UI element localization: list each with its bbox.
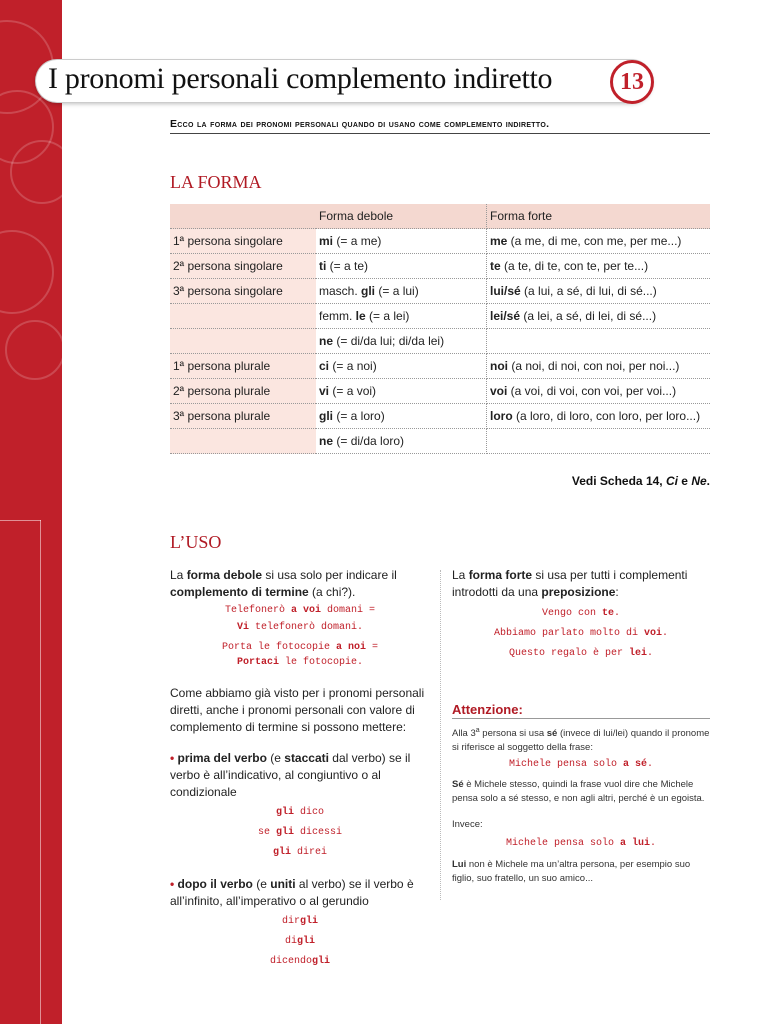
- pronoun-bold: loro: [490, 409, 513, 423]
- example-line: [452, 628, 710, 639]
- example-bold: a lui: [620, 838, 651, 849]
- text: (a loro, di loro, con loro, per loro...): [512, 409, 701, 423]
- table-header-forte: Forma forte: [487, 204, 711, 229]
- text: (= di/da loro): [333, 434, 405, 448]
- pronoun-bold: vi: [319, 384, 330, 398]
- pronoun-bold: lui/sé: [490, 284, 521, 298]
- pronoun-bold: noi: [490, 359, 508, 373]
- text-bold: Sé: [452, 779, 464, 790]
- example-text: dicendo: [269, 956, 312, 967]
- forma-debole-cell: [316, 279, 487, 304]
- page-title: I pronomi personali complemento indiretto: [48, 62, 553, 95]
- forma-forte-cell: [487, 379, 711, 404]
- example-text: dir: [281, 916, 300, 927]
- example-bold: a noi: [336, 642, 367, 653]
- persona-cell: [170, 304, 316, 329]
- text: (a me, di me, con me, per me...): [507, 234, 682, 248]
- text-bold: dopo il verbo: [177, 877, 253, 891]
- text: :: [615, 585, 619, 599]
- forma-debole-cell: [316, 354, 487, 379]
- example-bold: Portaci: [236, 657, 279, 668]
- persona-cell: 1ª persona singolare: [170, 229, 316, 254]
- pronoun-bold: mi: [319, 234, 334, 248]
- forma-table: [170, 204, 710, 454]
- example-line: [170, 956, 430, 967]
- text: (e: [252, 877, 271, 891]
- example-bold: te: [601, 608, 614, 619]
- text: (= a te): [326, 259, 369, 273]
- text: Alla 3: [452, 728, 476, 740]
- bullet-item: [170, 750, 432, 801]
- text: (invece di lui/lei) quando il pronome si riferisce al soggetto della frase:: [452, 728, 710, 754]
- persona-cell: [170, 329, 316, 354]
- example-bold: gli: [275, 827, 294, 838]
- ref-ci: Ci: [665, 474, 678, 488]
- forma-debole-cell: [316, 329, 487, 354]
- forma-forte-cell: [487, 329, 711, 354]
- example-bold: a voi: [290, 605, 321, 616]
- text: (= a loro): [333, 409, 385, 423]
- attention-heading: Attenzione:: [452, 702, 523, 717]
- example-text: dicessi: [294, 827, 343, 838]
- text-bold: forma forte: [468, 568, 533, 582]
- pronoun-bold: me: [490, 234, 508, 248]
- uso-left-paragraph-2: Come abbiamo già visto per i pronomi personali diretti, anche i pronomi personali con valore di complemento di termine si possono mettere:: [170, 686, 425, 734]
- intro-divider: [170, 133, 710, 134]
- example-line: [170, 657, 430, 668]
- text: La: [452, 568, 469, 582]
- bullet-icon: •: [170, 751, 175, 765]
- ref-text: e: [677, 474, 692, 488]
- text: (= a me): [333, 234, 382, 248]
- forma-debole-cell: [316, 229, 487, 254]
- decor-line: [0, 520, 41, 521]
- table-row: [170, 329, 710, 354]
- cross-reference: [572, 474, 710, 488]
- text-bold: uniti: [270, 877, 296, 891]
- persona-cell: [170, 429, 316, 454]
- column-divider: [440, 570, 442, 900]
- forma-forte-cell: [487, 304, 711, 329]
- text: si usa solo per indicare il: [262, 568, 397, 582]
- table-row: [170, 229, 710, 254]
- forma-forte-cell: [487, 354, 711, 379]
- example-text: Vengo con: [541, 608, 602, 619]
- example-text: se: [257, 827, 276, 838]
- section-heading-uso: L’USO: [170, 532, 222, 552]
- pronoun-bold: gli: [319, 409, 333, 423]
- pronoun-bold: ci: [319, 359, 330, 373]
- text-bold: forma debole: [186, 568, 263, 582]
- intro-text: Ecco la forma dei pronomi personali quando di usano come complemento indiretto.: [170, 118, 550, 130]
- example-text: dico: [294, 807, 325, 818]
- example-bold: lei: [629, 648, 648, 659]
- table-row: [170, 354, 710, 379]
- example-bold: a sé: [623, 759, 648, 770]
- example-text: .: [650, 838, 657, 849]
- uso-left-paragraph: [170, 567, 430, 601]
- attention-paragraph: Invece:: [452, 819, 483, 830]
- example-bold: gli: [300, 916, 319, 927]
- pronoun-bold: le: [355, 309, 366, 323]
- table-row: [170, 254, 710, 279]
- example-bold: Vi: [236, 622, 249, 633]
- table-row: [170, 304, 710, 329]
- text: (= a noi): [329, 359, 377, 373]
- example-text: Questo regalo è per: [508, 648, 629, 659]
- forma-forte-cell: [487, 254, 711, 279]
- example-text: telefonerò domani.: [248, 622, 364, 633]
- attention-paragraph: [452, 724, 714, 755]
- forma-debole-cell: [316, 429, 487, 454]
- persona-cell: 1ª persona plurale: [170, 354, 316, 379]
- pronoun-bold: voi: [490, 384, 508, 398]
- text: (a noi, di noi, con noi, per noi...): [508, 359, 680, 373]
- example-line: [170, 847, 430, 858]
- example-bold: gli: [272, 847, 291, 858]
- example-text: direi: [291, 847, 328, 858]
- example-text: Michele pensa solo: [505, 838, 620, 849]
- example-text: .: [647, 759, 654, 770]
- chapter-badge: 13: [610, 60, 654, 104]
- persona-cell: 2ª persona plurale: [170, 379, 316, 404]
- text: (a chi?).: [308, 585, 356, 599]
- text: La: [170, 568, 187, 582]
- table-row: [170, 429, 710, 454]
- text-bold: Lui: [452, 859, 467, 870]
- text: non è Michele ma un’altra persona, per esempio suo figlio, suo fratello, un suo amico...: [452, 859, 691, 884]
- text: (a te, di te, con te, per te...): [500, 259, 649, 273]
- ref-ne: Ne: [691, 474, 707, 488]
- pronoun-bold: te: [490, 259, 501, 273]
- example-bold: gli: [312, 956, 331, 967]
- example-text: =: [366, 642, 379, 653]
- pronoun-bold: gli: [361, 284, 376, 298]
- example-text: .: [662, 628, 669, 639]
- text-sup: a: [475, 727, 480, 734]
- text: (a voi, di voi, con voi, per voi...): [507, 384, 677, 398]
- text: è Michele stesso, quindi la frase vuol dire che Michele pensa solo a sé stesso, e non agli altri, perché è un egoista.: [452, 779, 705, 804]
- example-text: .: [647, 648, 654, 659]
- ref-text: .: [706, 474, 710, 488]
- forma-debole-cell: [316, 304, 487, 329]
- forma-forte-cell: [487, 279, 711, 304]
- text-bold: complemento di termine: [170, 585, 309, 599]
- text: femm.: [319, 309, 356, 323]
- example-bold: gli: [297, 936, 316, 947]
- text: si usa per tutti i complementi introdotti da una: [452, 568, 688, 599]
- text: masch.: [319, 284, 362, 298]
- example-text: le fotocopie.: [279, 657, 364, 668]
- text-bold: prima del verbo: [177, 751, 267, 765]
- example-line: [170, 807, 430, 818]
- text: (= a voi): [329, 384, 377, 398]
- attention-paragraph: [452, 778, 714, 806]
- text: (e: [266, 751, 285, 765]
- section-heading-forma: LA FORMA: [170, 172, 262, 192]
- example-bold: voi: [644, 628, 663, 639]
- table-row: [170, 379, 710, 404]
- example-line: [452, 648, 710, 659]
- example-line: [170, 936, 430, 947]
- table-row: [170, 404, 710, 429]
- example-line: [452, 838, 710, 849]
- bullet-icon: •: [170, 877, 175, 891]
- decor-circle: [10, 140, 62, 204]
- forma-debole-cell: [316, 379, 487, 404]
- pronoun-bold: lei/sé: [490, 309, 521, 323]
- example-text: Michele pensa solo: [508, 759, 623, 770]
- forma-debole-cell: [316, 254, 487, 279]
- pronoun-bold: ti: [319, 259, 327, 273]
- text: (= di/da lui; di/da lei): [333, 334, 445, 348]
- text: (= a lui): [375, 284, 419, 298]
- example-text: di: [284, 936, 297, 947]
- persona-cell: 2ª persona singolare: [170, 254, 316, 279]
- example-text: Telefonerò: [224, 605, 291, 616]
- forma-forte-cell: [487, 229, 711, 254]
- table-row: [170, 279, 710, 304]
- persona-cell: 3ª persona plurale: [170, 404, 316, 429]
- table-header-empty: [170, 204, 316, 229]
- text-bold: preposizione: [541, 585, 616, 599]
- example-text: domani =: [321, 605, 376, 616]
- forma-forte-cell: [487, 429, 711, 454]
- persona-cell: 3ª persona singolare: [170, 279, 316, 304]
- example-line: [170, 622, 430, 633]
- example-text: .: [614, 608, 621, 619]
- example-line: [452, 608, 710, 619]
- decorative-sidebar: [0, 0, 62, 1024]
- text-bold: sé: [546, 728, 558, 740]
- text-bold: staccati: [284, 751, 329, 765]
- decor-circle: [0, 230, 54, 314]
- attention-paragraph: [452, 858, 714, 886]
- table-header-row: [170, 204, 710, 229]
- text: al verbo) se il verbo è all’infinito, all’imperativo o al gerundio: [170, 877, 414, 908]
- text: (= a lei): [365, 309, 410, 323]
- text: (a lui, a sé, di lui, di sé...): [520, 284, 657, 298]
- attention-divider: [452, 718, 710, 719]
- example-line: [452, 759, 710, 770]
- bullet-item: [170, 876, 432, 910]
- ref-text: Vedi Scheda 14,: [571, 474, 666, 488]
- pronoun-bold: ne: [319, 434, 334, 448]
- forma-debole-cell: [316, 404, 487, 429]
- uso-right-paragraph: [452, 567, 714, 601]
- text: (a lei, a sé, di lei, di sé...): [520, 309, 657, 323]
- pronoun-bold: ne: [319, 334, 334, 348]
- example-line: [170, 605, 430, 616]
- example-text: Porta le fotocopie: [221, 642, 336, 653]
- decor-line: [40, 520, 41, 1024]
- example-line: [170, 827, 430, 838]
- table-header-debole: Forma debole: [316, 204, 487, 229]
- example-line: [170, 642, 430, 653]
- text: dal verbo) se il verbo è all’indicativo, al congiuntivo o al condizionale: [170, 751, 411, 799]
- example-bold: gli: [275, 807, 294, 818]
- example-text: Abbiamo parlato molto di: [493, 628, 644, 639]
- forma-forte-cell: [487, 404, 711, 429]
- decor-circle: [5, 320, 62, 380]
- text: persona si usa: [479, 728, 547, 740]
- example-line: [170, 916, 430, 927]
